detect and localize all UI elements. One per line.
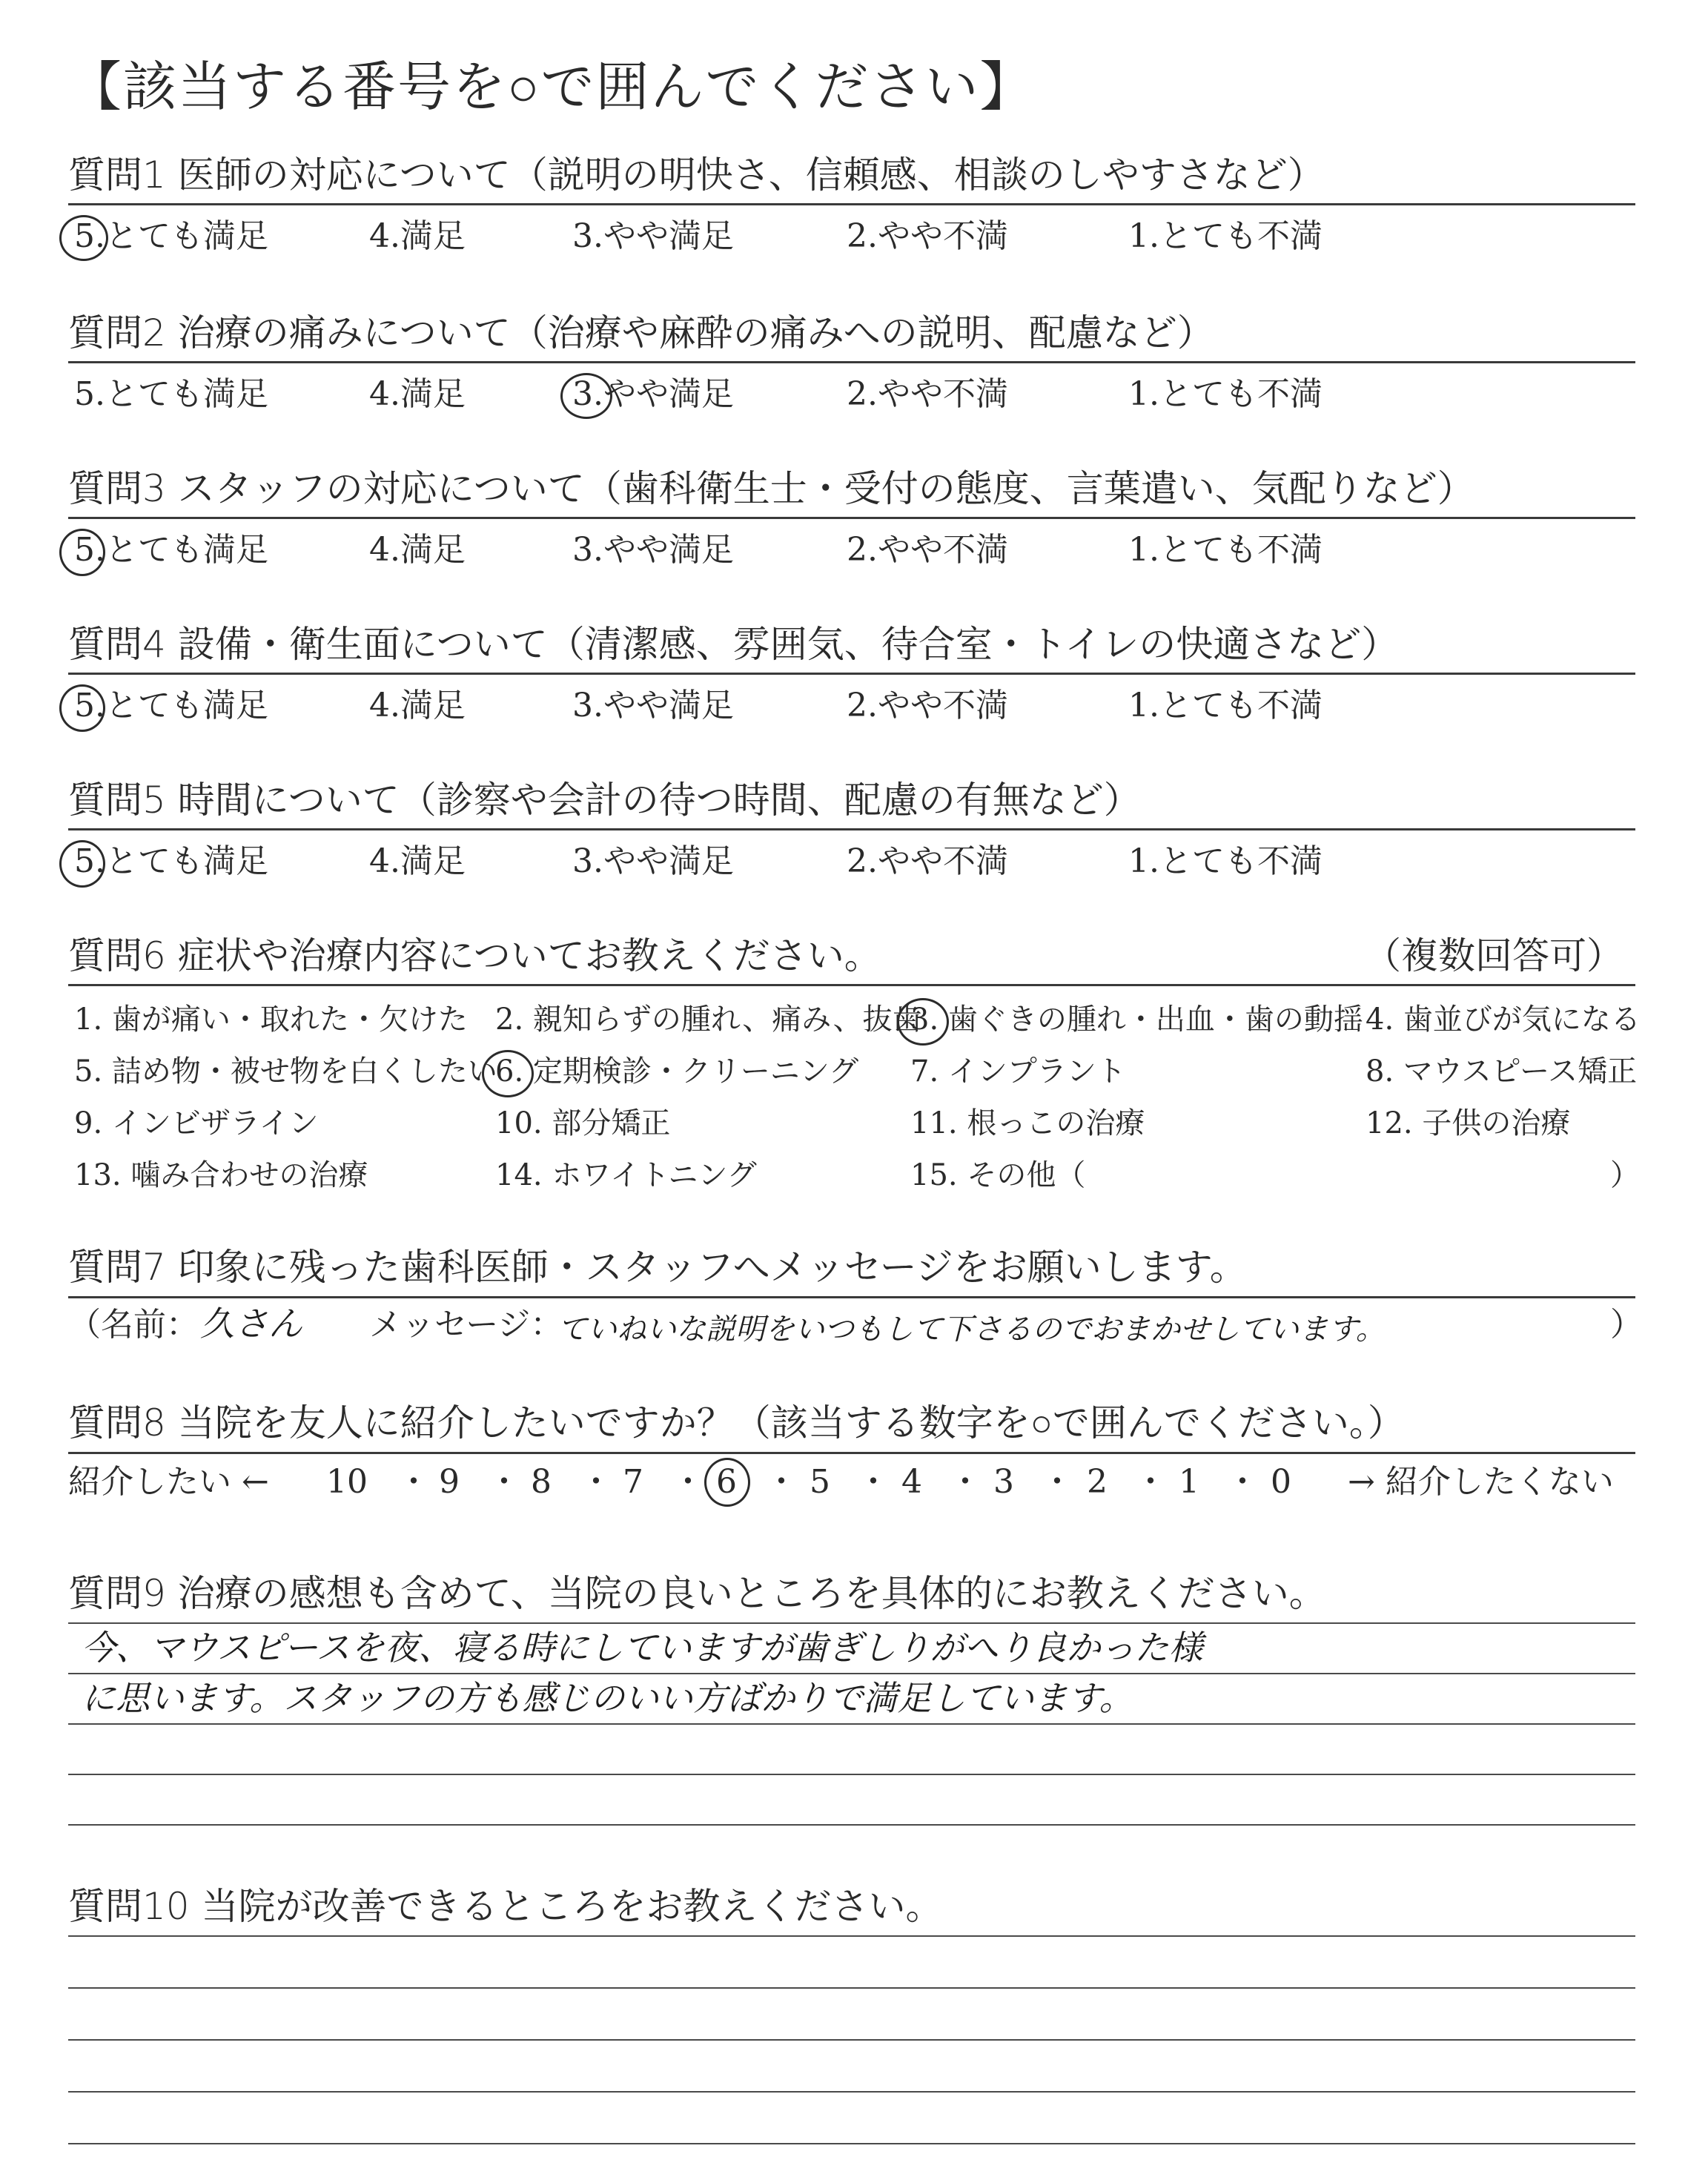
q6-item-10[interactable]: 10. 部分矯正 <box>495 1106 671 1140</box>
q6-item-6[interactable]: 6. 定期検診・クリーニング <box>495 1054 859 1089</box>
form-heading: 【該当する番号を○で囲んでください】 <box>68 56 1035 118</box>
q3-option-2[interactable]: 2.やや不満 <box>847 531 1008 569</box>
q4-option-3[interactable]: 3.やや満足 <box>572 687 734 724</box>
question-5-label: 質問5 時間について（診察や会計の待つ時間、配慮の有無など） <box>68 779 1141 822</box>
question-6-rule <box>68 984 1635 986</box>
q6-item-8[interactable]: 8. マウスピース矯正 <box>1366 1054 1638 1089</box>
q9-answer-line-1[interactable]: 今、マウスピースを夜、寝る時にしていますが歯ぎしりがへり良かった様 <box>82 1628 1203 1668</box>
scale-separator-dot: ・ <box>949 1463 982 1501</box>
question-10-label: 質問10 当院が改善できるところをお教えください。 <box>68 1885 943 1928</box>
scale-separator-dot: ・ <box>1134 1463 1167 1501</box>
q8-scale-1[interactable]: 1 <box>1179 1463 1199 1501</box>
q5-selection-circle <box>59 840 105 888</box>
q8-scale-6[interactable]: 6 <box>716 1463 737 1501</box>
q8-scale-10[interactable]: 10 <box>326 1463 368 1501</box>
q6-item-7[interactable]: 7. インプラント <box>910 1054 1126 1089</box>
q7-name-value[interactable]: 久さん <box>200 1304 302 1344</box>
q6-selection-circle-6 <box>482 1050 534 1097</box>
scale-separator-dot: ・ <box>580 1463 612 1501</box>
question-2-label: 質問2 治療の痛みについて（治療や麻酔の痛みへの説明、配慮など） <box>68 311 1214 354</box>
q7-close-paren: ） <box>1610 1306 1643 1344</box>
q2-option-1[interactable]: 1.とても不満 <box>1128 375 1323 413</box>
q4-option-5[interactable]: 5.とても満足 <box>74 687 268 724</box>
scale-separator-dot: ・ <box>488 1463 520 1501</box>
q8-right-label: → 紹介したくない <box>1348 1463 1614 1501</box>
q1-option-3[interactable]: 3.やや満足 <box>572 217 734 255</box>
q9-answer-line <box>68 1774 1635 1775</box>
q5-option-2[interactable]: 2.やや不満 <box>847 842 1008 880</box>
q5-option-5[interactable]: 5.とても満足 <box>74 842 268 880</box>
question-2-rule <box>68 361 1635 363</box>
scale-separator-dot: ・ <box>857 1463 890 1501</box>
scale-separator-dot: ・ <box>397 1463 430 1501</box>
question-8-label: 質問8 当院を友人に紹介したいですか？（該当する数字を○で囲んでください。） <box>68 1401 1405 1444</box>
q8-scale-0[interactable]: 0 <box>1271 1463 1291 1501</box>
q8-scale-3[interactable]: 3 <box>993 1463 1014 1501</box>
question-9-label: 質問9 治療の感想も含めて、当院の良いところを具体的にお教えください。 <box>68 1572 1326 1615</box>
q2-option-3[interactable]: 3.やや満足 <box>572 375 734 413</box>
q5-option-1[interactable]: 1.とても不満 <box>1128 842 1323 880</box>
question-6-label: 質問6 症状や治療内容についてお教えください。 <box>68 934 881 977</box>
q3-option-3[interactable]: 3.やや満足 <box>572 531 734 569</box>
q10-answer-line <box>68 1987 1635 1989</box>
q1-option-5[interactable]: 5.とても満足 <box>74 217 268 255</box>
q6-item-12[interactable]: 12. 子供の治療 <box>1366 1106 1571 1140</box>
q8-scale-8[interactable]: 8 <box>531 1463 552 1501</box>
q4-option-4[interactable]: 4.満足 <box>369 687 466 724</box>
q8-scale-4[interactable]: 4 <box>901 1463 922 1501</box>
q1-option-4[interactable]: 4.満足 <box>369 217 466 255</box>
question-1-rule <box>68 203 1635 205</box>
q9-answer-line <box>68 1723 1635 1725</box>
q6-item-5[interactable]: 5. 詰め物・被せ物を白くしたい <box>74 1054 497 1089</box>
q4-option-1[interactable]: 1.とても不満 <box>1128 687 1323 724</box>
q2-option-2[interactable]: 2.やや不満 <box>847 375 1008 413</box>
q9-answer-line-2[interactable]: に思います。スタッフの方も感じのいい方ばかりで満足しています。 <box>82 1678 1133 1718</box>
q6-item-9[interactable]: 9. インビザライン <box>74 1106 319 1140</box>
q1-option-1[interactable]: 1.とても不満 <box>1128 217 1323 255</box>
q9-answer-line <box>68 1824 1635 1826</box>
q5-option-3[interactable]: 3.やや満足 <box>572 842 734 880</box>
q10-answer-line <box>68 2091 1635 2093</box>
question-4-rule <box>68 673 1635 675</box>
q8-selection-circle <box>704 1458 750 1507</box>
q2-selection-circle <box>560 373 612 419</box>
q3-option-1[interactable]: 1.とても不満 <box>1128 531 1323 569</box>
q3-option-5[interactable]: 5.とても満足 <box>74 531 268 569</box>
q7-message-label: メッセージ： <box>369 1306 563 1344</box>
question-3-label: 質問3 スタッフの対応について（歯科衛生士・受付の態度、言葉遣い、気配りなど） <box>68 467 1474 510</box>
scale-separator-dot: ・ <box>1226 1463 1259 1501</box>
q7-name-label: （名前： <box>68 1306 199 1344</box>
q2-option-5[interactable]: 5.とても満足 <box>74 375 268 413</box>
q2-option-4[interactable]: 4.満足 <box>369 375 466 413</box>
q6-item-14[interactable]: 14. ホワイトニング <box>495 1158 757 1192</box>
q9-answer-line <box>68 1622 1635 1624</box>
q6-item-13[interactable]: 13. 噛み合わせの治療 <box>74 1158 368 1192</box>
q6-other-close-paren: ） <box>1610 1158 1640 1192</box>
q4-selection-circle <box>59 684 105 732</box>
question-3-rule <box>68 517 1635 519</box>
question-5-rule <box>68 828 1635 830</box>
q6-item-1[interactable]: 1. 歯が痛い・取れた・欠けた <box>74 1003 468 1037</box>
q4-option-2[interactable]: 2.やや不満 <box>847 687 1008 724</box>
question-1-label: 質問1 医師の対応について（説明の明快さ、信頼感、相談のしやすさなど） <box>68 153 1325 196</box>
q3-selection-circle <box>59 529 105 576</box>
q9-answer-line <box>68 1673 1635 1674</box>
question-7-label: 質問7 印象に残った歯科医師・スタッフへメッセージをお願いします。 <box>68 1246 1247 1289</box>
q6-item-15[interactable]: 15. その他（ <box>910 1158 1086 1192</box>
q5-option-4[interactable]: 4.満足 <box>369 842 466 880</box>
q6-item-11[interactable]: 11. 根っこの治療 <box>910 1106 1145 1140</box>
question-4-label: 質問4 設備・衛生面について（清潔感、雰囲気、待合室・トイレの快適さなど） <box>68 623 1399 666</box>
question-8-rule <box>68 1452 1635 1454</box>
q1-selection-circle <box>59 215 108 261</box>
q3-option-4[interactable]: 4.満足 <box>369 531 466 569</box>
q7-message-value[interactable]: ていねいな説明をいつもして下さるのでおまかせしています。 <box>557 1312 1386 1347</box>
q8-scale-9[interactable]: 9 <box>439 1463 460 1501</box>
q10-answer-line <box>68 2143 1635 2144</box>
q8-scale-2[interactable]: 2 <box>1087 1463 1108 1501</box>
q6-item-3[interactable]: 3. 歯ぐきの腫れ・出血・歯の動揺 <box>910 1003 1363 1037</box>
q8-scale-5[interactable]: 5 <box>810 1463 830 1501</box>
question-6-note: （複数回答可） <box>1364 934 1623 977</box>
q6-item-2[interactable]: 2. 親知らずの腫れ、痛み、抜歯 <box>495 1003 922 1037</box>
scale-separator-dot: ・ <box>672 1463 704 1501</box>
q10-answer-line <box>68 1935 1635 1937</box>
scale-separator-dot: ・ <box>765 1463 798 1501</box>
q8-left-label: 紹介したい ← <box>68 1463 269 1501</box>
scale-separator-dot: ・ <box>1041 1463 1073 1501</box>
q8-scale-7[interactable]: 7 <box>623 1463 643 1501</box>
q1-option-2[interactable]: 2.やや不満 <box>847 217 1008 255</box>
q10-answer-line <box>68 2039 1635 2041</box>
question-7-rule <box>68 1296 1635 1298</box>
q6-selection-circle-3 <box>897 998 949 1046</box>
q6-item-4[interactable]: 4. 歯並びが気になる <box>1366 1003 1641 1037</box>
